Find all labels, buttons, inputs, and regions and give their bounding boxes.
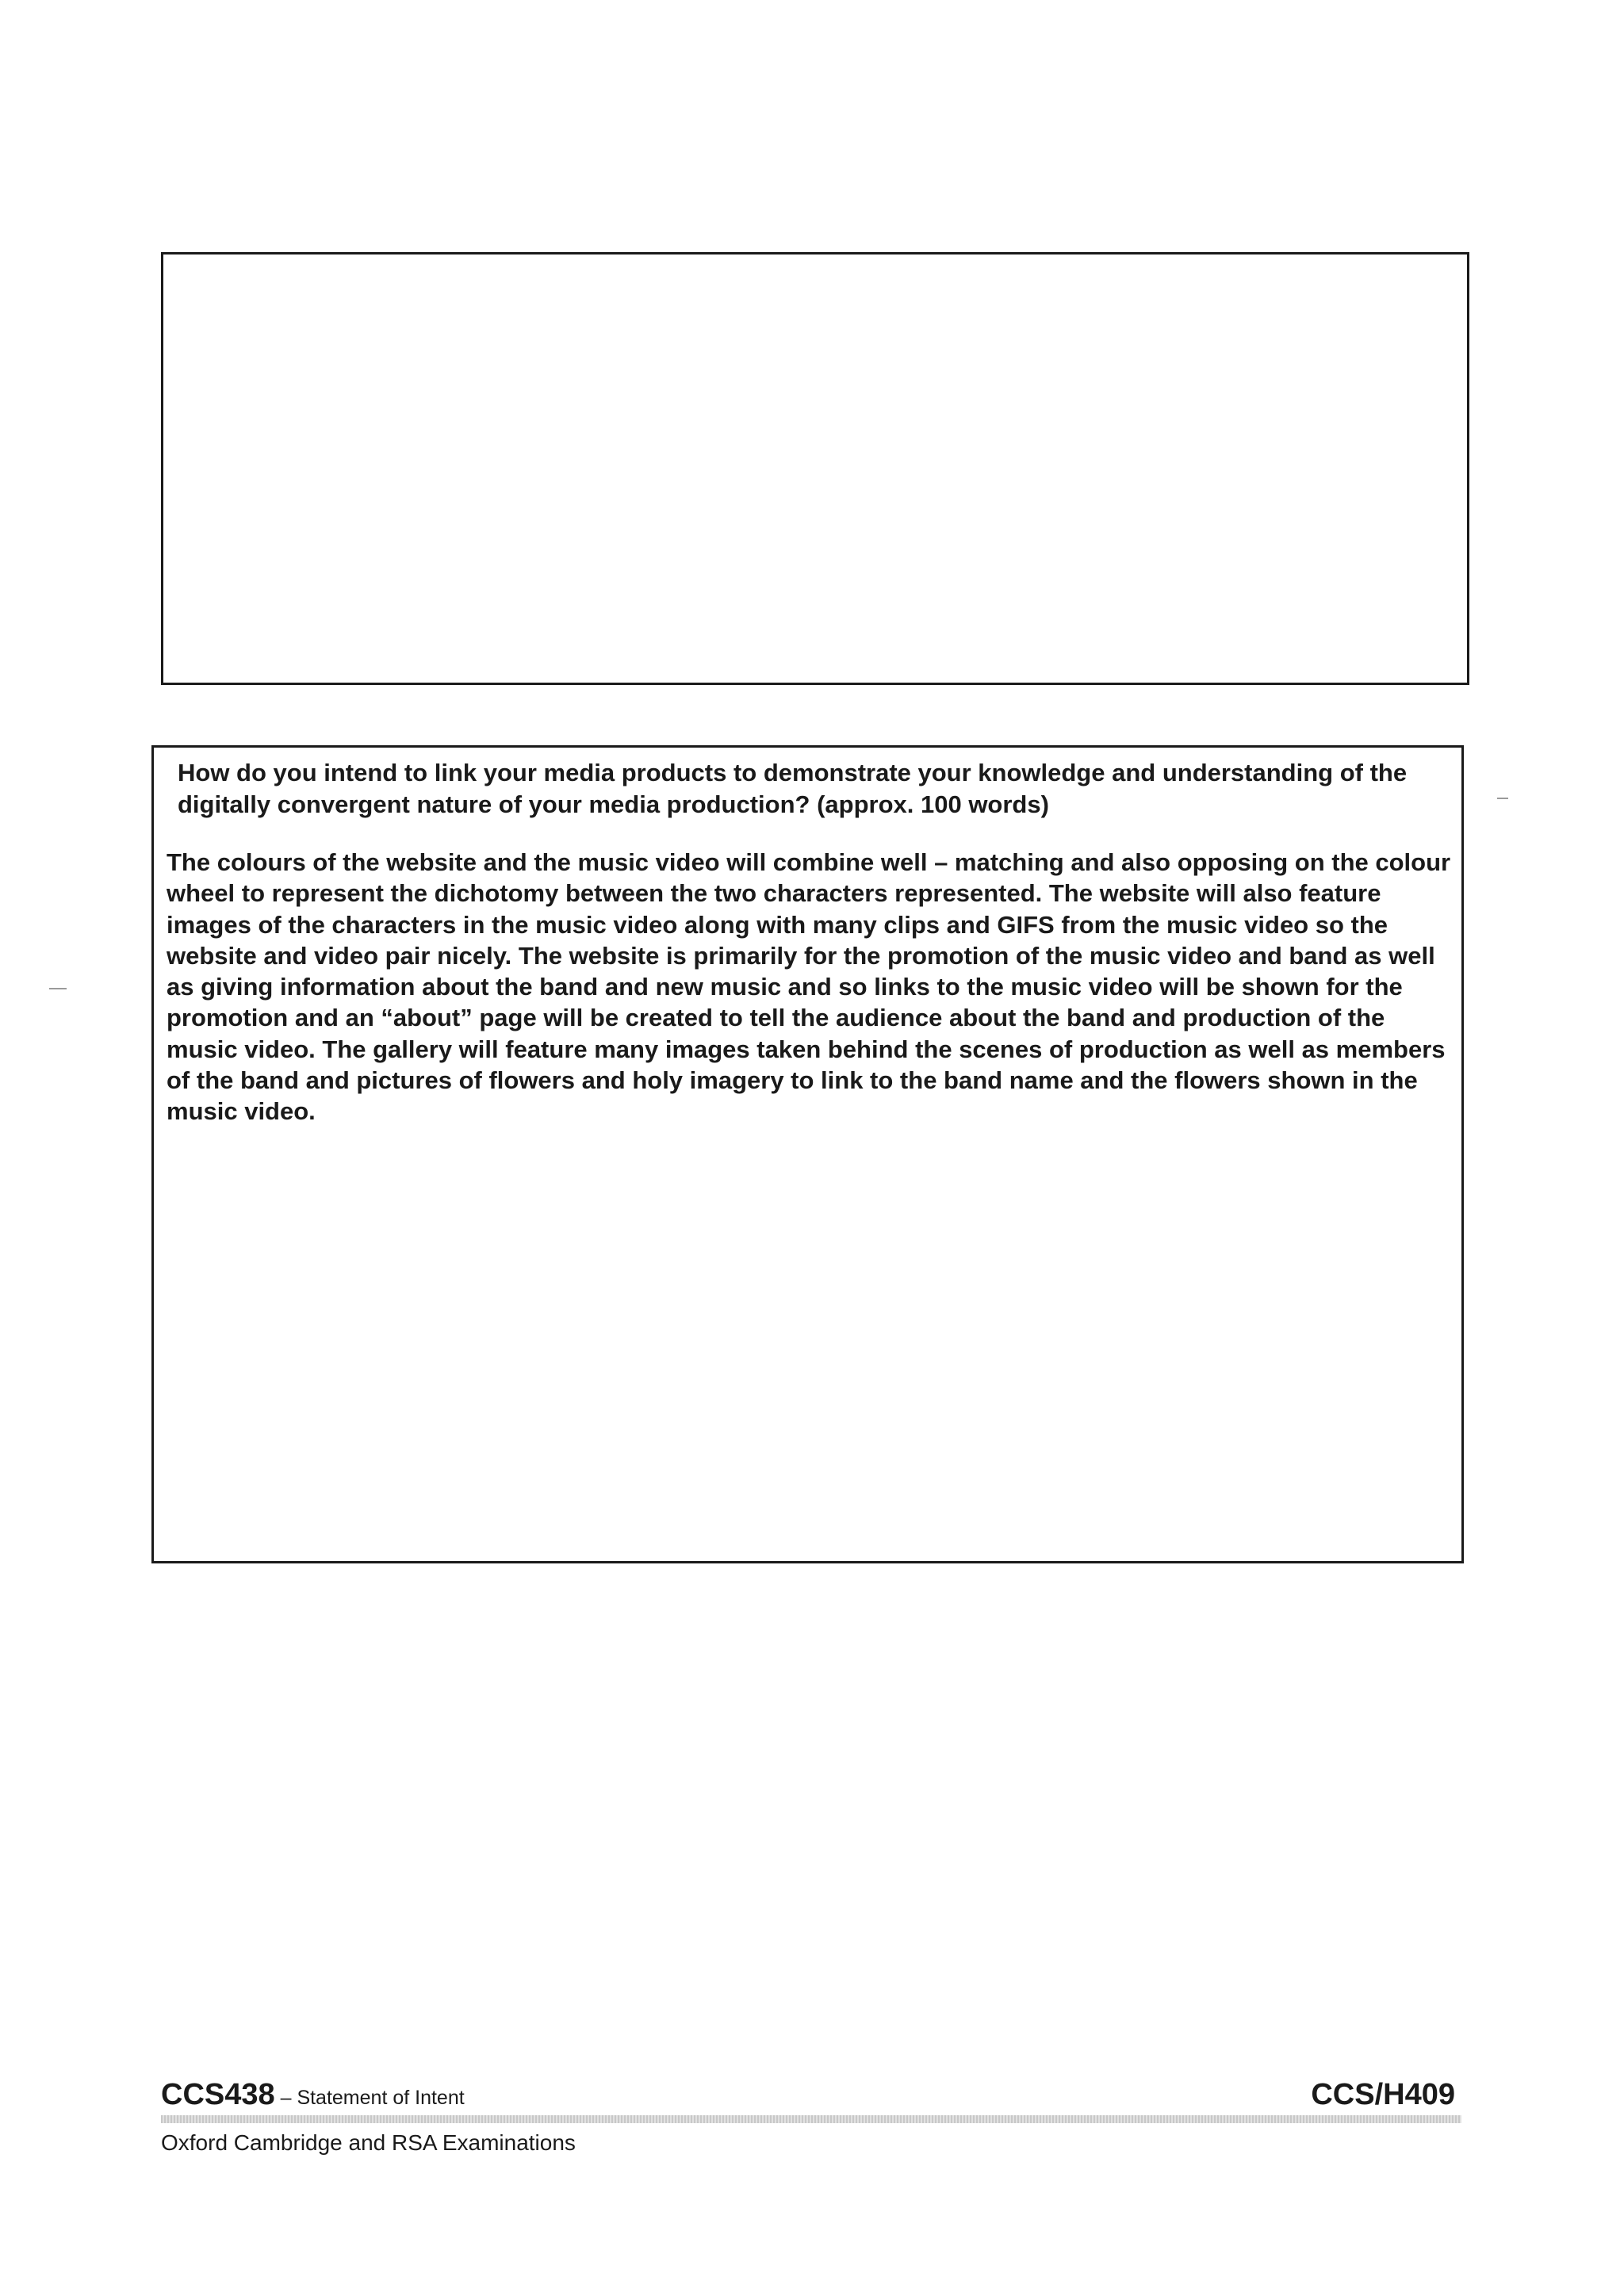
empty-response-box — [161, 252, 1469, 685]
scan-mark-left — [49, 988, 67, 989]
footer-code: CCS438 — [161, 2078, 275, 2111]
response-box — [151, 745, 1464, 1563]
footer-organisation: Oxford Cambridge and RSA Examinations — [161, 2130, 576, 2155]
question-prompt: How do you intend to link your media products to demonstrate your knowledge and understanding of the digitally convergent nature of your media production? (approx. 100 words) — [178, 759, 1408, 818]
footer-separator: – — [274, 2087, 297, 2109]
footer-spec-code: CCS/H409 — [1311, 2078, 1455, 2111]
footer-document-code — [161, 2077, 465, 2115]
answer-text: The colours of the website and the music video will combine well – matching and also opposing on the colour wheel to represent the dichotomy between the two characters represented. The website will also feature images of the characters in the music video along with many clips and GIFS from the music video so the website and video pair nicely. The website is primarily for the promotion of the music video and band as well as giving information about the band and new music and so links to the music video will be shown for the promotion and an “about” page will be created to tell the audience about the band and production of the music video. The gallery will feature many images taken behind the scenes of production as well as members of the band and pictures of flowers and holy imagery to link to the band name and the flowers shown in the music video. — [167, 848, 1451, 1126]
footer-subtitle: Statement of Intent — [297, 2087, 465, 2109]
scan-mark-right — [1497, 798, 1508, 799]
footer-divider — [161, 2115, 1461, 2123]
